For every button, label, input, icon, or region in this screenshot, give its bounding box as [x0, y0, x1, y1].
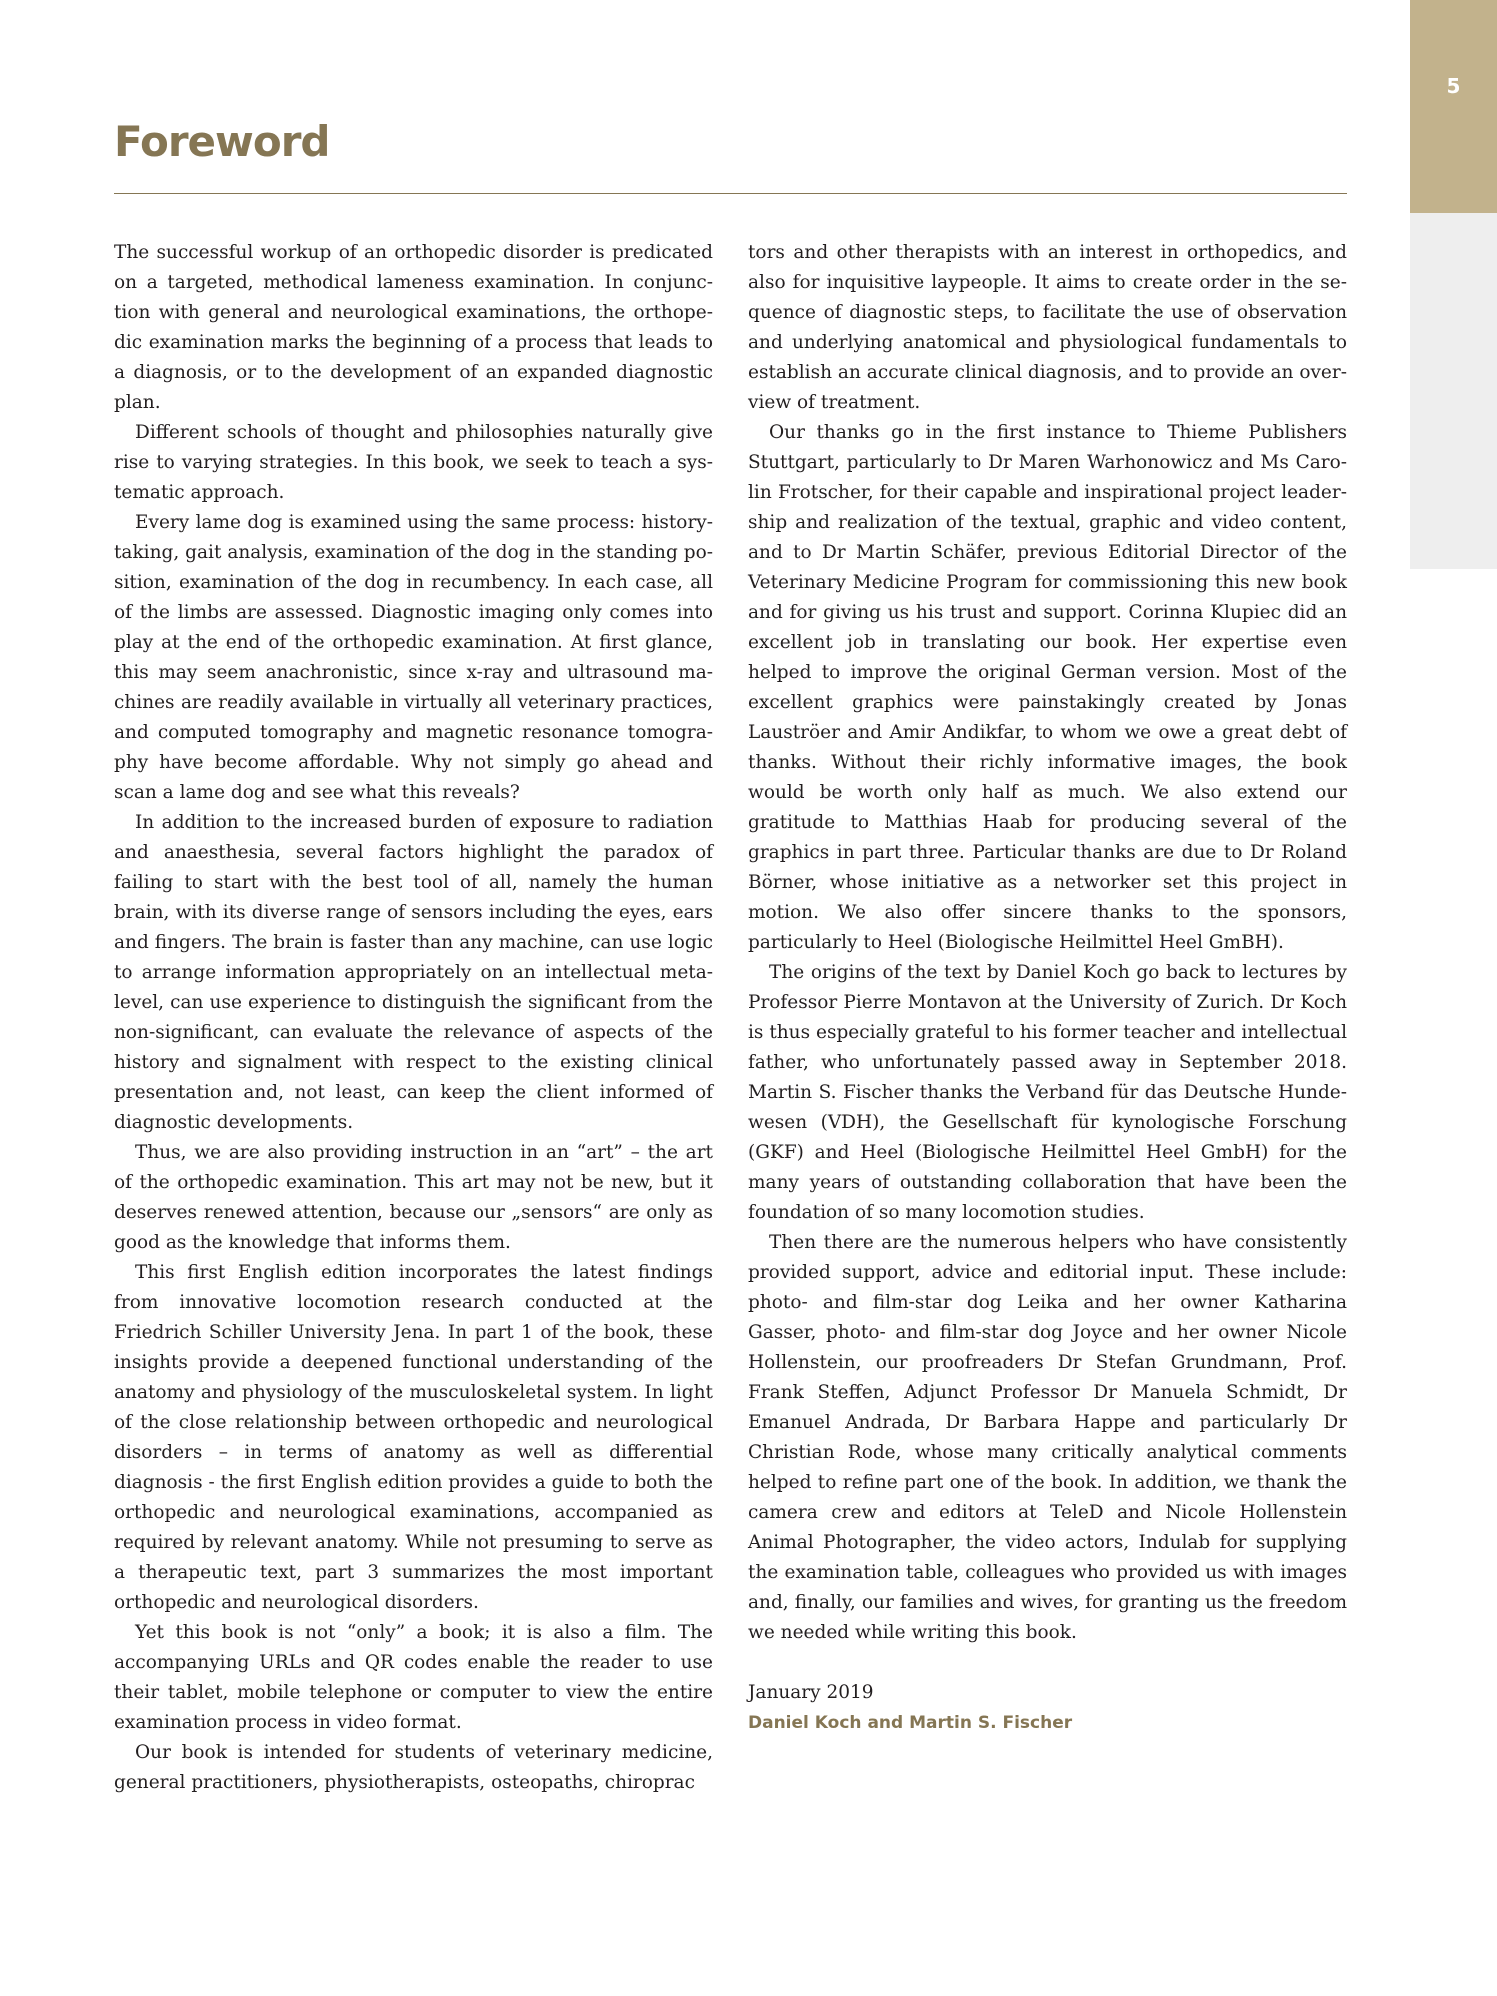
paragraph: Every lame dog is examined using the same process: history-taking, gait analysis, examination of the dog in the standing position, examination of the dog in recumbency. In each case, all of the limbs are assessed. Diagnostic imaging only comes into play at the end of the orthopedic examination. At first glance, this may seem anachronistic, since x-ray and ultrasound machines are readily available in virtually all veterinary practices, and computed tomography and magnetic resonance tomography have become affordable. Why not simply go ahead and scan a lame dog and see what this reveals?: [114, 512, 713, 803]
paragraph: The origins of the text by Daniel Koch go back to lectures by Professor Pierre Montavon at the University of Zurich. Dr Koch is thus especially grateful to his former teacher and intellectual father, who unfortunately passed away in September 2018. Martin S. Fischer thanks the Verband für das Deutsche Hundewesen (VDH), the Gesellschaft für kynologische Forschung (GKF) and Heel (Biologische Heilmittel Heel GmbH) for the many years of outstanding collaboration that have been the foundation of so many locomotion studies.: [748, 962, 1347, 1223]
page-number: 5: [1446, 74, 1461, 98]
right-column: [748, 238, 1347, 1738]
paragraph-continuation: tors and other therapists with an interest in orthopedics, and also for inquisitive laypeople. It aims to create order in the sequence of diagnostic steps, to facilitate the use of observation and underlying anatomical and physiological fundamentals to establish an accurate clinical diagnosis, and to provide an overview of treatment.: [748, 242, 1347, 413]
chapter-tab-lower: [1410, 213, 1497, 569]
paragraph: In addition to the increased burden of exposure to radiation and anaesthesia, several factors highlight the paradox of failing to start with the best tool of all, namely the human brain, with its diverse range of sensors including the eyes, ears and fingers. The brain is faster than any machine, can use logic to arrange information appropriately on an intellectual meta-level, can use experience to distinguish the significant from the non-significant, can evaluate the relevance of aspects of the history and signalment with respect to the existing clinical presentation and, not least, can keep the client informed of diagnostic developments.: [114, 812, 713, 1133]
left-column: [114, 238, 713, 1798]
paragraph: Our thanks go in the first instance to Thieme Publishers Stuttgart, particularly to Dr Maren Warhonowicz and Ms Carolin Frotscher, for their capable and inspirational project leadership and realization of the textual, graphic and video content, and to Dr Martin Schäfer, previous Editorial Director of the Veterinary Medicine Program for commissioning this new book and for giving us his trust and support. Corinna Klupiec did an excellent job in translating our book. Her expertise even helped to improve the original German version. Most of the excellent graphics were painstakingly created by Jonas Lauströer and Amir Andikfar, to whom we owe a great debt of thanks. Without their richly informative images, the book would be worth only half as much. We also extend our gratitude to Matthias Haab for producing several of the graphics in part three. Particular thanks are due to Dr Roland Börner, whose initiative as a networker set this project in motion. We also offer sincere thanks to the sponsors, particularly to Heel (Biologische Heilmittel Heel GmBH).: [748, 422, 1347, 953]
title-rule: [114, 193, 1347, 194]
signoff: [748, 1678, 1347, 1738]
paragraph: Yet this book is not “only” a book; it is also a film. The accompanying URLs and QR codes enable the reader to use their tablet, mobile telephone or computer to view the entire examination process in video format.: [114, 1622, 713, 1733]
chapter-tab: [1410, 0, 1497, 213]
signoff-authors: Daniel Koch and Martin S. Fischer: [748, 1713, 1073, 1733]
paragraph: The successful workup of an orthopedic disorder is predicated on a targeted, methodical lameness examination. In conjunction with general and neurological examinations, the orthopedic examination marks the beginning of a process that leads to a diagnosis, or to the development of an expanded diagnostic plan.: [114, 242, 713, 413]
paragraph: Different schools of thought and philosophies naturally give rise to varying strategies. In this book, we seek to teach a systematic approach.: [114, 422, 713, 503]
signoff-date: January 2019: [748, 1682, 874, 1703]
paragraph: Thus, we are also providing instruction in an “art” – the art of the orthopedic examination. This art may not be new, but it deserves renewed attention, because our „sensors“ are only as good as the knowledge that informs them.: [114, 1142, 713, 1253]
paragraph: Then there are the numerous helpers who have consistently provided support, advice and editorial input. These include: photo- and film-star dog Leika and her owner Katharina Gasser, photo- and film-star dog Joyce and her owner Nicole Hollenstein, our proofreaders Dr Stefan Grundmann, Prof. Frank Steffen, Adjunct Professor Dr Manuela Schmidt, Dr Emanuel Andrada, Dr Barbara Happe and particularly Dr Christian Rode, whose many critically analytical comments helped to refine part one of the book. In addition, we thank the camera crew and editors at TeleD and Nicole Hollenstein Animal Photographer, the video actors, Indulab for supplying the examination table, colleagues who provided us with images and, finally, our families and wives, for granting us the freedom we needed while writing this book.: [748, 1232, 1347, 1643]
page-title: Foreword: [114, 117, 330, 166]
paragraph: Our book is intended for students of veterinary medicine, general practitioners, physiotherapists, osteopaths, chiroprac: [114, 1742, 713, 1793]
paragraph: This first English edition incorporates the latest findings from innovative locomotion research conducted at the Friedrich Schiller University Jena. In part 1 of the book, these insights provide a deepened functional understanding of the anatomy and physiology of the musculoskeletal system. In light of the close relationship between orthopedic and neurological disorders – in terms of anatomy as well as differential diagnosis - the first English edition provides a guide to both the orthopedic and neurological examinations, accompanied as required by relevant anatomy. While not presuming to serve as a therapeutic text, part 3 summarizes the most important orthopedic and neurological disorders.: [114, 1262, 713, 1613]
